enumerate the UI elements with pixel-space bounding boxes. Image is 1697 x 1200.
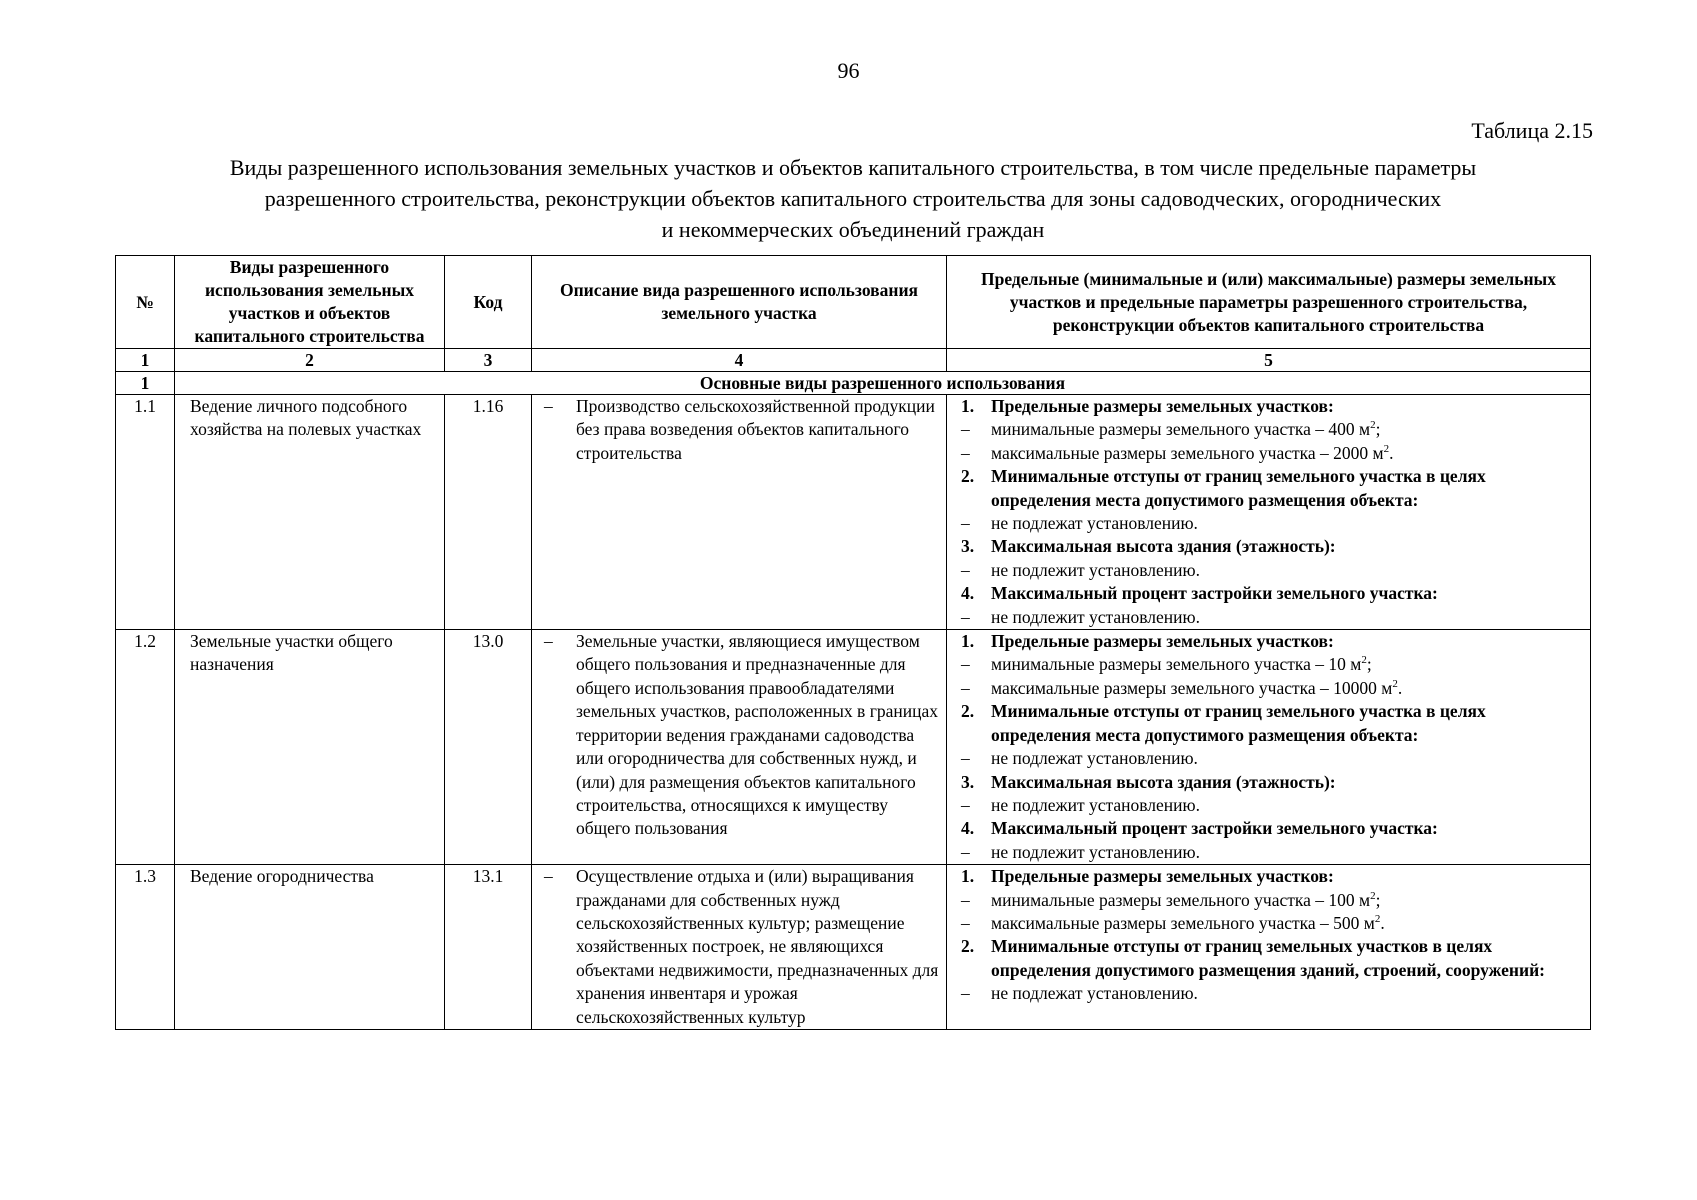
description-cell [532, 865, 947, 1030]
parameter-item [961, 747, 1584, 770]
table-title-line: Виды разрешенного использования земельных участков и объектов капитального строительства, в том числе предельные параметры [229, 155, 1477, 180]
parameter-text-main: Минимальные отступы от границ земельного участка в целях определения места допустимого размещения объекта: [991, 466, 1486, 510]
parameter-text-main: максимальные размеры земельного участка – 500 м [991, 912, 1375, 933]
parameter-marker: – [961, 677, 970, 698]
parameter-marker: – [961, 606, 970, 627]
parameter-text [991, 606, 1200, 629]
parameter-text-main: Максимальная высота здания (этажность): [991, 536, 1336, 557]
parameter-text-main: минимальные размеры земельного участка – 400 м [991, 419, 1371, 440]
parameter-item [961, 512, 1584, 535]
parameter-heading [961, 700, 1584, 747]
parameter-marker: – [961, 983, 970, 1004]
parameter-text [991, 700, 1584, 747]
parameter-item [961, 677, 1584, 700]
parameter-text-main: максимальные размеры земельного участка – 2000 м [991, 442, 1384, 463]
parameter-marker: – [961, 559, 970, 580]
table-row [116, 395, 1591, 630]
parameter-marker: – [961, 442, 970, 463]
header-number: № [116, 256, 175, 349]
parameter-text-main: не подлежит установлению. [991, 559, 1200, 580]
description-cell [532, 395, 947, 630]
parameter-heading [961, 935, 1584, 982]
parameter-text-tail: ; [1375, 419, 1381, 440]
table-label: Таблица 2.15 [1471, 118, 1593, 143]
parameter-text-main: Максимальный процент застройки земельного участка: [991, 818, 1438, 839]
parameter-marker: – [961, 794, 970, 815]
parameter-text-main: максимальные размеры земельного участка – 10000 м [991, 677, 1393, 698]
parameter-marker: 2. [961, 466, 975, 487]
parameter-text [991, 794, 1200, 817]
parameter-marker: 1. [961, 631, 975, 652]
unit-exponent: 2 [1370, 889, 1376, 902]
parameter-marker: – [961, 889, 970, 910]
parameter-marker: 2. [961, 701, 975, 722]
column-number: 4 [532, 349, 947, 372]
parameter-heading [961, 582, 1584, 605]
parameter-text [991, 465, 1584, 512]
parameter-text [991, 912, 1385, 935]
use-type-name: Ведение личного подсобного хозяйства на полевых участках [175, 395, 445, 630]
parameter-text-main: минимальные размеры земельного участка – 100 м [991, 889, 1371, 910]
header-use-type: Виды разрешенного использования земельных участков и объектов капитального строительства [175, 256, 445, 349]
section-title: Основные виды разрешенного использования [175, 372, 1591, 395]
parameter-text-main: Предельные размеры земельных участков: [991, 396, 1334, 416]
description-cell [532, 630, 947, 865]
parameter-heading [961, 535, 1584, 558]
parameter-item [961, 559, 1584, 582]
description-text: Производство сельскохозяйственной продукции без права возведения объектов капитального строительства [576, 396, 935, 463]
parameter-marker: 3. [961, 771, 975, 792]
table-row [116, 630, 1591, 865]
parameter-marker: – [961, 513, 970, 534]
parameter-marker: 4. [961, 583, 975, 604]
row-number: 1.1 [116, 395, 175, 630]
unit-exponent: 2 [1374, 913, 1381, 926]
column-number: 3 [445, 349, 532, 372]
parameter-text-main: не подлежат установлению. [991, 983, 1198, 1004]
header-parameters: Предельные (минимальные и (или) максимальные) размеры земельных участков и предельные параметры разрешенного строительства, реконструкции объектов капитального строительства [947, 256, 1591, 349]
parameter-item [961, 418, 1584, 441]
parameter-text-main: Предельные размеры земельных участков: [991, 866, 1334, 887]
parameter-marker: 3. [961, 536, 975, 557]
parameter-marker: – [961, 419, 970, 440]
parameter-heading [961, 865, 1584, 888]
unit-exponent: 2 [1392, 678, 1398, 691]
table-title [118, 152, 1588, 245]
header-description: Описание вида разрешенного использования земельного участка [532, 256, 947, 349]
table-title-line: и некоммерческих объединений граждан [661, 217, 1045, 242]
parameter-text [991, 395, 1334, 418]
parameter-text-main: не подлежит установлению. [991, 841, 1200, 862]
parameter-text [991, 817, 1438, 840]
column-number: 5 [947, 349, 1591, 372]
parameter-item [961, 841, 1584, 864]
page-number: 96 [837, 58, 860, 83]
parameter-marker: 4. [961, 818, 975, 839]
parameters-cell [947, 630, 1591, 865]
parameter-item [961, 889, 1584, 912]
section-number: 1 [116, 372, 175, 395]
table-title-line: разрешенного строительства, реконструкции объектов капитального строительства для зоны садоводческих, огороднических [264, 186, 1442, 211]
use-type-code: 1.16 [445, 395, 532, 630]
parameter-text [991, 582, 1438, 605]
use-type-name: Ведение огородничества [175, 865, 445, 1030]
parameter-text-main: Предельные размеры земельных участков: [991, 631, 1334, 652]
parameter-marker: 1. [961, 866, 975, 887]
parameters-cell [947, 865, 1591, 1030]
parameter-text-main: не подлежит установлению. [991, 794, 1200, 815]
parameter-text [991, 982, 1198, 1005]
header-code: Код [445, 256, 532, 349]
parameter-text-main: минимальные размеры земельного участка – 10 м [991, 654, 1362, 675]
parameter-item [961, 606, 1584, 629]
row-number: 1.3 [116, 865, 175, 1030]
parameter-text [991, 747, 1198, 770]
parameter-text-main: не подлежит установлению. [991, 606, 1200, 627]
parameter-text [991, 889, 1380, 912]
parameter-text [991, 535, 1336, 558]
parameter-text-main: Минимальные отступы от границ земельного участка в целях определения места допустимого размещения объекта: [991, 701, 1486, 745]
parameter-heading [961, 771, 1584, 794]
parameter-item [961, 912, 1584, 935]
unit-exponent: 2 [1370, 419, 1376, 432]
regulations-table [115, 255, 1591, 1030]
description-text: Земельные участки, являющиеся имуществом общего пользования и предназначенные для общего использования правообладателями земельных участков, расположенных в границах территории ведения гражданами садоводства или огородничества для собственных нужд, и (или) для размещения объектов капитального строительства, относящихся к имуществу общего пользования [576, 631, 938, 839]
parameter-text-main: не подлежат установлению. [991, 513, 1198, 534]
parameter-text-main: не подлежат установлению. [991, 748, 1198, 769]
parameter-text-tail: . [1380, 912, 1385, 933]
parameter-text [991, 418, 1380, 441]
parameter-text-tail: . [1389, 442, 1394, 463]
row-number: 1.2 [116, 630, 175, 865]
dash-marker: – [544, 396, 553, 416]
table-row [116, 865, 1591, 1030]
parameter-heading [961, 465, 1584, 512]
parameter-heading [961, 395, 1584, 418]
table-header-row [116, 256, 1591, 349]
parameter-text-main: Максимальная высота здания (этажность): [991, 771, 1336, 792]
dash-marker: – [544, 866, 553, 887]
parameter-item [961, 442, 1584, 465]
use-type-code: 13.1 [445, 865, 532, 1030]
parameters-cell [947, 395, 1591, 630]
dash-marker: – [544, 631, 553, 652]
parameter-item [961, 982, 1584, 1005]
parameter-text [991, 442, 1393, 465]
description-text: Осуществление отдыха и (или) выращивания гражданами для собственных нужд сельскохозяйственных культур; размещение хозяйственных построек, не являющихся объектами недвижимости, предназначенных для хранения инвентаря и урожая сельскохозяйственных культур [576, 866, 939, 1027]
column-number: 1 [116, 349, 175, 372]
use-type-name: Земельные участки общего назначения [175, 630, 445, 865]
use-type-code: 13.0 [445, 630, 532, 865]
parameter-text [991, 865, 1334, 888]
unit-exponent: 2 [1383, 442, 1390, 455]
column-number: 2 [175, 349, 445, 372]
parameter-marker: – [961, 912, 970, 933]
parameter-text [991, 771, 1336, 794]
parameter-text [991, 559, 1200, 582]
parameter-text [991, 512, 1198, 535]
parameter-text-main: Минимальные отступы от границ земельных участков в целях определения допустимого размещения зданий, строений, сооружений: [991, 936, 1545, 980]
parameter-text [991, 841, 1200, 864]
parameter-text-tail: ; [1366, 654, 1372, 675]
parameter-marker: 2. [961, 936, 975, 957]
parameter-marker: – [961, 654, 970, 675]
parameter-heading [961, 630, 1584, 653]
parameter-marker: 1. [961, 396, 975, 416]
parameter-item [961, 794, 1584, 817]
section-row [116, 372, 1591, 395]
parameter-text-main: Максимальный процент застройки земельного участка: [991, 583, 1438, 604]
parameter-text [991, 935, 1584, 982]
parameter-item [961, 653, 1584, 676]
parameter-heading [961, 817, 1584, 840]
parameter-text [991, 630, 1334, 653]
parameter-text [991, 653, 1372, 676]
parameter-marker: – [961, 748, 970, 769]
parameter-text-tail: ; [1375, 889, 1381, 910]
parameter-text-tail: . [1397, 677, 1403, 698]
column-number-row [116, 349, 1591, 372]
unit-exponent: 2 [1361, 654, 1367, 667]
parameter-text [991, 677, 1402, 700]
parameter-marker: – [961, 841, 970, 862]
